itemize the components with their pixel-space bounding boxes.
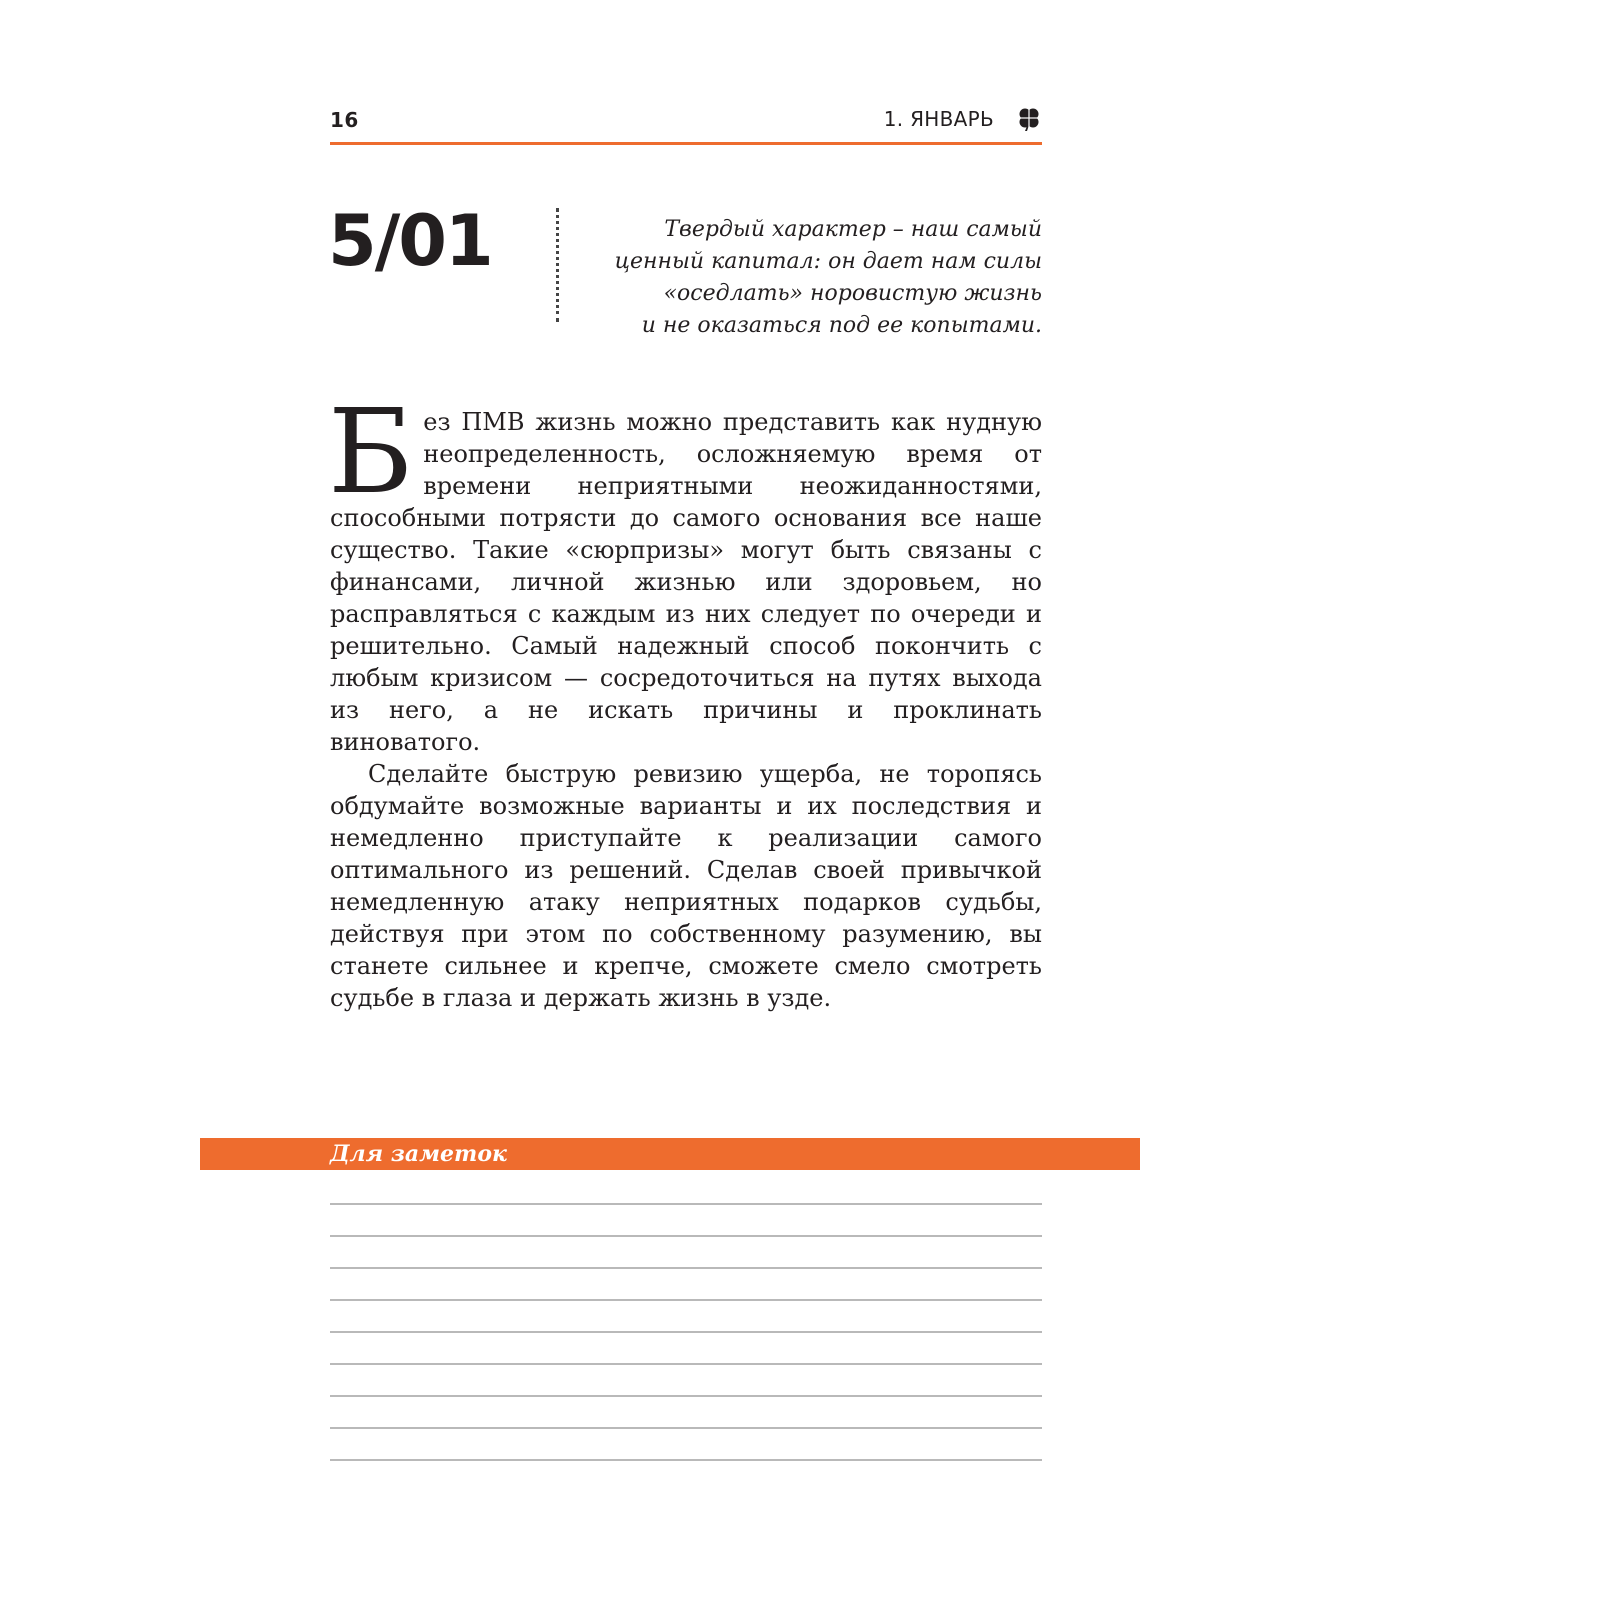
- chapter-heading: [884, 106, 1042, 132]
- note-line[interactable]: [330, 1331, 1042, 1333]
- note-line[interactable]: [330, 1203, 1042, 1205]
- page-number: 16: [330, 108, 359, 132]
- paragraph-2: Сделайте быструю ревизию ущерба, не торопясь обдумайте возможные варианты и их последствия и немедленно приступайте к реализации самого оптимального из решений. Сделав своей привычкой немедленную атаку неприятных подарков судьбы, действуя при этом по собственному разумению, вы станете сильнее и крепче, сможете смело смотреть судьбе в глаза и держать жизнь в узде.: [330, 760, 1042, 1012]
- entry-date: 5/01: [328, 200, 492, 282]
- notes-title: Для заметок: [330, 1141, 507, 1167]
- notes-header-bar: [200, 1138, 1140, 1170]
- note-line[interactable]: [330, 1427, 1042, 1429]
- epigraph: Твердый характер – наш самый ценный капитал: он дает нам силы «оседлать» норовистую жизнь и не оказаться под ее копытами.: [614, 217, 1042, 338]
- note-line[interactable]: [330, 1395, 1042, 1397]
- body-text: [328, 385, 1042, 1014]
- clover-icon: [1016, 106, 1042, 132]
- note-line[interactable]: [330, 1299, 1042, 1301]
- chapter-title: 1. ЯНВАРЬ: [883, 107, 994, 131]
- note-line[interactable]: [330, 1363, 1042, 1365]
- header-rule: [330, 142, 1042, 145]
- dotted-divider: [556, 208, 559, 322]
- paragraph-1: [328, 385, 1042, 758]
- note-line[interactable]: [330, 1459, 1042, 1461]
- drop-cap: Б: [328, 385, 414, 520]
- note-line[interactable]: [330, 1267, 1042, 1269]
- note-line[interactable]: [330, 1235, 1042, 1237]
- paragraph-1-text: ез ПМВ жизнь можно представить как нудную неопределенность, осложняемую время от времени неприятными неожиданностями, способными потрясти до самого основания все наше существо. Такие «сюрпризы» могут быть связаны с финансами, личной жизнью или здоровьем, но расправляться с каждым из них следует по очереди и решительно. Самый надежный способ покончить с любым кризисом — сосредоточиться на путях выхода из него, а не искать причины и проклинать виноватого.: [330, 408, 1042, 756]
- page-header: [330, 104, 1042, 146]
